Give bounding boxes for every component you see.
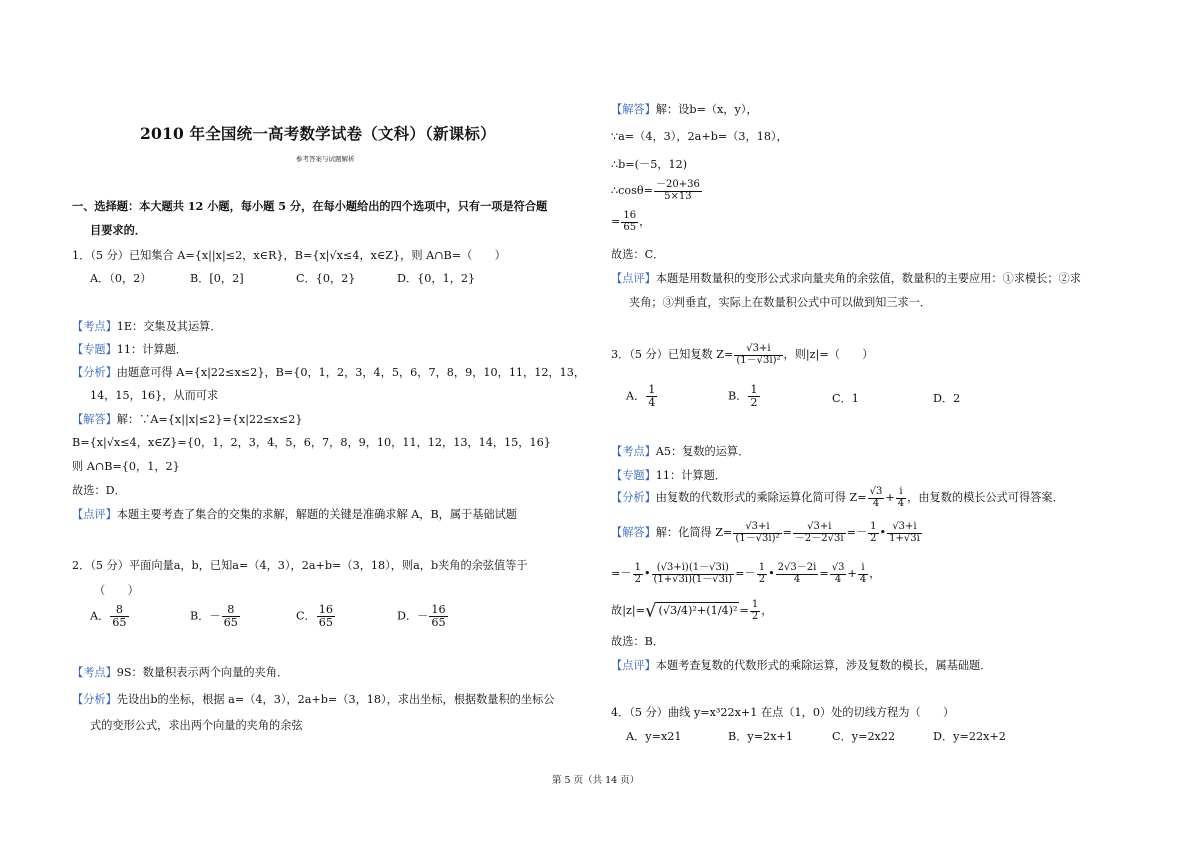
jieda-text: 故|z|= (611, 604, 645, 617)
q1-jieda (72, 411, 303, 427)
frac-num: 8 (110, 604, 128, 617)
kaodian-label: 【考点】 (611, 445, 656, 458)
q1-zhuanti (72, 341, 187, 357)
q1-option-d: D．{0，1，2} (397, 272, 476, 285)
question-3-stem (611, 344, 873, 366)
q2-option-d (397, 604, 449, 629)
frac-num: 1 (648, 383, 656, 396)
q3-option-b (728, 384, 761, 409)
frac-den: 4 (793, 573, 801, 585)
frac-den: 1+√3i (889, 532, 920, 544)
frac-den: 5×13 (664, 190, 692, 202)
frac-den: －2－2√3i (794, 532, 844, 544)
frac-den: 65 (431, 615, 446, 629)
frac-den: 2 (634, 573, 641, 585)
q2-option-b (190, 604, 241, 629)
dianping-text: 本题考查复数的代数形式的乘除运算，涉及复数的模长，属基础题． (655, 659, 992, 672)
frac-num: 8 (222, 604, 240, 617)
page-subtitle: 参考答案与试题解析 (296, 155, 355, 163)
frac-den: 65 (223, 615, 238, 629)
q1-jieda-line3: 则 A∩B={0，1，2} (72, 460, 180, 473)
frac-num: √3 (831, 562, 845, 573)
q3-jieda-line3: 故|z|=√ (√3/4)²+(1/4)² = $\frac{1}{2}$ ， (611, 599, 773, 622)
eq-sign: = (739, 604, 749, 617)
frac-num: √3+i (734, 344, 782, 356)
q1-dianping (72, 506, 517, 522)
fenxi-text: 由题意可得 A={x|22≤x≤2}，B={0，1，2，3，4，5，6，7，8，9，10，11，12，13， (116, 366, 586, 379)
q1-fenxi-cont: 14，15，16}，从而可求 (90, 389, 219, 402)
question-2-stem: 2．（5 分）平面向量a，b，已知a=（4，3），2a+b=（3，18），则a，b夹角的余弦值等于 (72, 559, 528, 572)
q2-jieda-line4 (611, 180, 703, 202)
jieda-label: 【解答】 (611, 526, 656, 539)
jieda-text: 解：化简得 Z= (655, 526, 733, 539)
fenxi-label: 【分析】 (72, 693, 117, 706)
question-4-stem: 4．（5 分）曲线 y=x³22x+1 在点（1，0）处的切线方程为（ ） (611, 706, 955, 719)
q3-dianping (611, 657, 991, 673)
dianping-label: 【点评】 (611, 272, 656, 285)
q4-option-b: B．y=2x+1 (728, 730, 794, 743)
eq-minus: =－ (735, 567, 756, 580)
frac-num: 1 (870, 521, 877, 532)
frac-num: 1 (634, 562, 641, 573)
stem-prefix: 3．（5 分）已知复数 Z= (611, 348, 734, 361)
jieda-text: 解：∵A={x||x|≤2}={x|22≤x≤2} (116, 413, 303, 426)
fenxi-text-suffix: ，由复数的模长公式可得答案． (907, 491, 1064, 504)
zhuanti-label: 【专题】 (72, 343, 117, 356)
q1-fenxi (72, 364, 585, 380)
jieda-label: 【解答】 (611, 103, 656, 116)
frac-num: 1 (750, 383, 758, 396)
option-letter: C． (296, 609, 316, 623)
kaodian-label: 【考点】 (72, 320, 117, 333)
q4-option-c: C．y=2x22 (832, 730, 896, 743)
frac-num: √3+i (793, 522, 846, 534)
frac-num: i (896, 487, 906, 499)
frac-den: 2 (751, 610, 759, 622)
frac-den: 4 (872, 497, 880, 509)
q2-jieda-line2: ∵a=（4，3），2a+b=（3，18）， (611, 130, 788, 143)
kaodian-text: A5：复数的运算． (655, 445, 750, 458)
jieda-label: 【解答】 (72, 413, 117, 426)
q2-option-c (296, 604, 336, 629)
frac-num: 1 (751, 599, 759, 610)
fenxi-text: 由复数的代数形式的乘除运算化简可得 Z= (655, 491, 867, 504)
dianping-text: 本题主要考查了集合的交集的求解，解题的关键是准确求解 A，B，属于基础试题 (116, 508, 517, 521)
q1-jieda-line2: B={x|√x≤4，x∈Z}={0，1，2，3，4，5，6，7，8，9，10，11，12，13，14，15，16} (72, 436, 551, 449)
frac-num: √3 (869, 486, 883, 497)
q2-jieda (611, 101, 758, 117)
frac-den: 65 (112, 615, 127, 629)
zhuanti-text: 11：计算题． (655, 469, 726, 482)
question-1-stem: 1．（5 分）已知集合 A={x||x|≤2，x∈R}，B={x|√x≤4，x∈Z}，则 A∩B=（ ） (72, 249, 506, 262)
eq-sign: = (611, 215, 621, 228)
page-title: 2010 年全国统一高考数学试卷（文科）（新课标） (140, 124, 496, 143)
q2-answer: 故选：C． (611, 248, 665, 261)
frac-num: i (858, 563, 868, 575)
q2-jieda-line3: ∴b=(－5，12) (611, 158, 688, 171)
fenxi-text: 先设出b的坐标，根据 a=（4，3），2a+b=（3，18），求出坐标，根据数量积的坐标公 (116, 693, 555, 706)
kaodian-text: 9S：数量积表示两个向量的夹角． (116, 666, 289, 679)
fenxi-label: 【分析】 (72, 366, 117, 379)
option-letter: A． (90, 609, 110, 623)
frac-num: 2√3－2i (777, 562, 817, 573)
q3-jieda: 【解答】解：化简得 Z= $\frac{√3+i}{\text{(1－√3i)²}}$ = $\frac{√3+i}{-2-2√3i}$ =－ $\frac{1}{2}$ • $\frac{√3+i}{1+√3i}$ (611, 521, 920, 544)
frac-den: 65 (623, 221, 637, 233)
q3-fenxi (611, 487, 1064, 509)
frac-den: 4 (859, 573, 867, 585)
frac-num: 16 (623, 210, 637, 221)
frac-den: 2 (870, 532, 877, 544)
section-heading: 一、选择题：本大题共 12 小题，每小题 5 分，在每小题给出的四个选项中，只有一项是符合题 (72, 199, 548, 213)
frac-num: －20+36 (655, 179, 700, 190)
eq-minus: =－ (846, 526, 868, 539)
dianping-label: 【点评】 (72, 508, 117, 521)
sqrt-body: (√3/4)²+(1/4)² (658, 604, 738, 617)
q3-option-d: D．2 (933, 392, 961, 405)
frac-num: √3+i (733, 522, 781, 534)
q2-fenxi-cont: 式的变形公式，求出两个向量的夹角的余弦 (90, 719, 303, 732)
option-letter: A． (626, 389, 646, 403)
option-letter: D． (397, 609, 418, 623)
kaodian-label: 【考点】 (72, 666, 117, 679)
q2-dianping (611, 270, 1081, 286)
q1-option-c: C．{0，2} (296, 272, 356, 285)
frac-num: (√3+i)(1－√3i) (652, 563, 735, 575)
frac-den: 2 (758, 573, 766, 585)
q2-kaodian (72, 664, 288, 680)
q2-jieda-line5 (611, 211, 650, 233)
jieda-text: 解：设b=（x，y）， (655, 103, 758, 116)
option-sign: － (417, 609, 429, 623)
q3-option-a (626, 384, 658, 409)
frac-den: 65 (318, 615, 333, 629)
question-2-paren: （ ） (94, 584, 139, 597)
option-letter: B． (728, 389, 748, 403)
dianping-text: 本题是用数量积的变形公式求向量夹角的余弦值，数量积的主要应用：①求模长；②求 (655, 272, 1081, 285)
q1-option-a: A．（0，2） (90, 272, 152, 285)
option-letter: B． (190, 609, 210, 623)
frac-num: 16 (431, 603, 446, 616)
frac-den: (1－√3i)² (735, 532, 780, 544)
frac-den: (1－√3i)² (736, 354, 781, 366)
zhuanti-text: 11：计算题． (116, 343, 187, 356)
frac-den: 4 (834, 573, 842, 585)
q3-zhuanti (611, 467, 726, 483)
sqrt-icon: √ (645, 600, 657, 622)
frac-den: 2 (750, 395, 758, 409)
eq-minus: =－ (611, 567, 632, 580)
comma: ， (639, 215, 651, 228)
q1-answer: 故选：D． (72, 484, 126, 497)
q3-option-c: C．1 (832, 392, 859, 405)
plus-sign: + (885, 491, 895, 504)
kaodian-text: 1E：交集及其运算． (116, 320, 222, 333)
q4-option-a: A．y=x21 (626, 730, 682, 743)
page-footer: 第 5 页（共 14 页） (552, 775, 640, 786)
fenxi-label: 【分析】 (611, 491, 656, 504)
frac-num: 1 (758, 562, 766, 573)
section-heading-cont: 目要求的． (90, 223, 146, 237)
q2-option-a (90, 604, 130, 629)
dianping-label: 【点评】 (611, 659, 656, 672)
frac-den: (1+√3i)(1－√3i) (653, 573, 733, 585)
frac-num: √3+i (887, 522, 922, 534)
q1-kaodian (72, 318, 222, 334)
cos-prefix: ∴cosθ= (611, 184, 653, 197)
option-sign: － (209, 609, 221, 623)
frac-den: 4 (648, 395, 656, 409)
q3-answer: 故选：B． (611, 635, 664, 648)
q3-kaodian (611, 443, 749, 459)
q4-option-d: D．y=22x+2 (933, 730, 1006, 743)
q2-fenxi (72, 691, 554, 707)
q1-option-b: B．[0，2] (190, 272, 244, 285)
q3-jieda-line2: =－ $\frac{1}{2}$ • $\frac{(√3+i)(1-√3i)}{(1+√3i)(1-√3i)}$ =－ $\frac{1}{2}$ • $\frac{2√3-2i}{4}$ = $\frac{√3}{4}$ + $\frac{i}{4}$ ， (611, 562, 881, 585)
q2-dianping-cont: 夹角；③判垂直，实际上在数量积公式中可以做到知三求一． (629, 296, 932, 309)
stem-suffix: ，则|z|=（ ） (783, 348, 874, 361)
frac-den: 4 (897, 497, 905, 509)
frac-num: 16 (318, 603, 333, 616)
zhuanti-label: 【专题】 (611, 469, 656, 482)
